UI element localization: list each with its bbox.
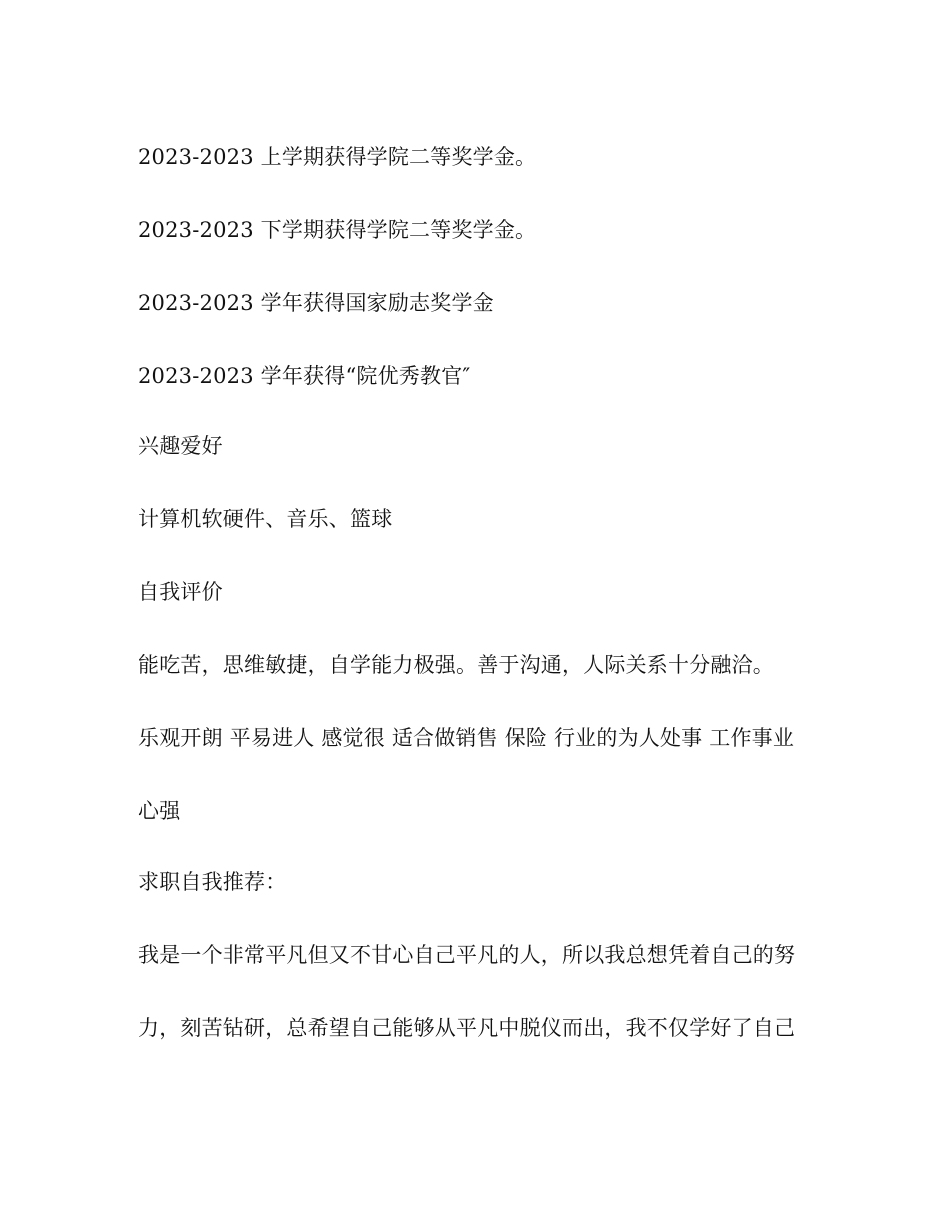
award-line-2: 2023-2023 下学期获得学院二等奖学金。 [138, 218, 537, 242]
self-recommendation-line-1: 我是一个非常平凡但又不甘心自己平凡的人，所以我总想凭着自己的努 [138, 943, 796, 967]
section-heading-self-recommendation: 求职自我推荐： [138, 870, 287, 894]
self-recommendation-line-2: 力，刻苦钻研，总希望自己能够从平凡中脱仪而出，我不仅学好了自己 [138, 1016, 796, 1040]
award-line-3: 2023-2023 学年获得国家励志奖学金 [138, 291, 494, 315]
section-heading-hobbies: 兴趣爱好 [138, 434, 223, 458]
section-heading-self-evaluation: 自我评价 [138, 580, 223, 604]
self-evaluation-line-1: 能吃苦，思维敏捷，自学能力极强。善于沟通，人际关系十分融洽。 [138, 653, 774, 677]
award-line-1: 2023-2023 上学期获得学院二等奖学金。 [138, 145, 537, 169]
hobbies-text: 计算机软硬件、音乐、篮球 [138, 507, 393, 531]
award-line-4: 2023-2023 学年获得“院优秀教官″ [138, 364, 471, 388]
self-evaluation-line-3: 心强 [138, 799, 181, 823]
self-evaluation-line-2: 乐观开朗 平易进人 感觉很 适合做销售 保险 行业的为人处事 工作事业 [138, 726, 795, 750]
